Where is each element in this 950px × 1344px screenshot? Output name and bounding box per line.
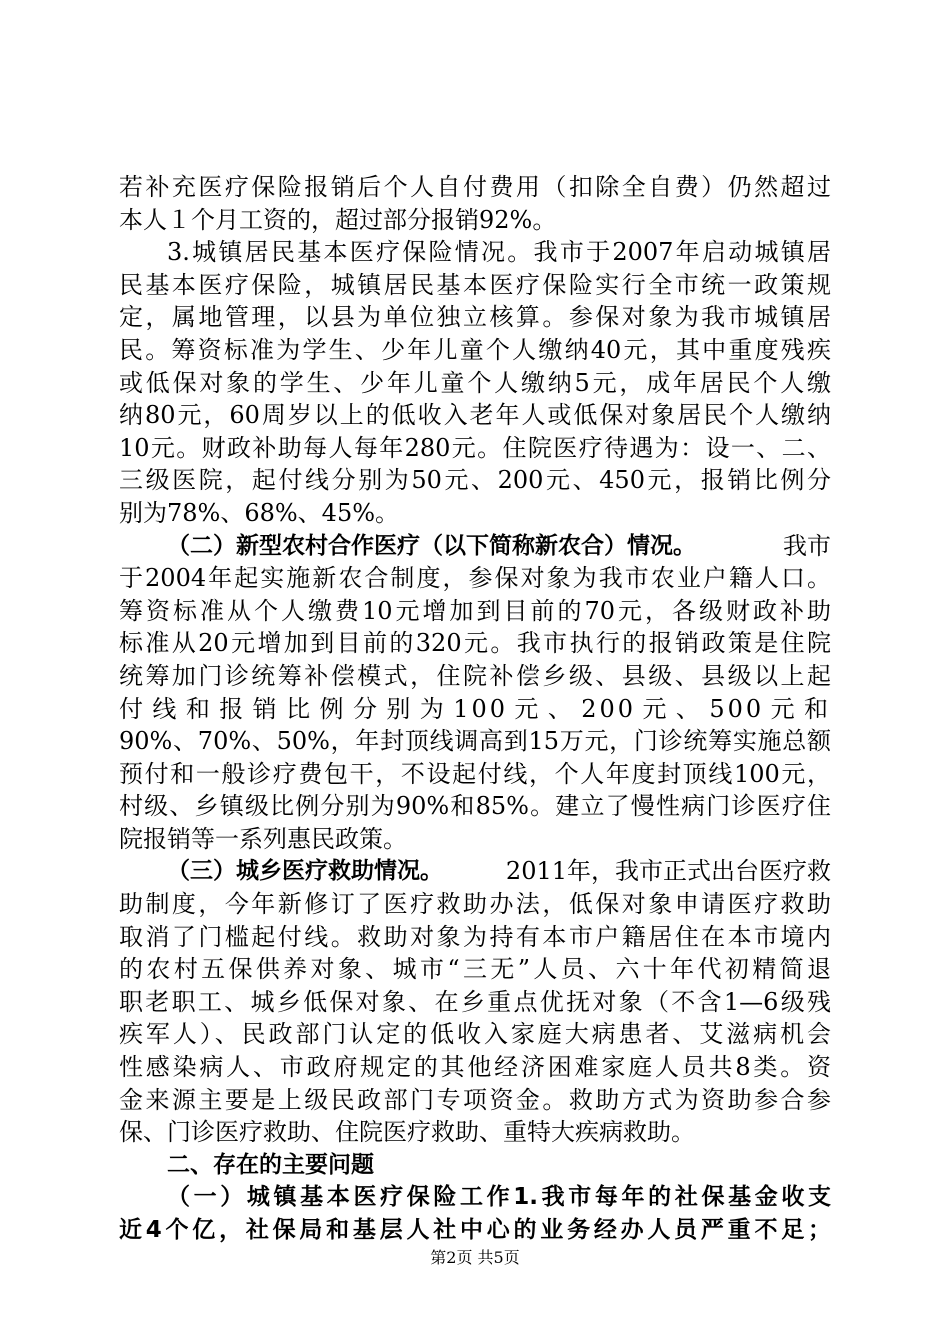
text-line: 取消了门槛起付线。救助对象为持有本市户籍居住在本市境内 bbox=[119, 922, 831, 951]
text-fragment: 2011年，我市正式出台医疗救 bbox=[505, 857, 831, 886]
text-fragment: 我市 bbox=[783, 531, 831, 560]
text-line: 职老职工、城乡低保对象、在乡重点优抚对象（不含1—6级残 bbox=[119, 987, 831, 1016]
text-line: 的农村五保供养对象、城市“三无”人员、六十年代初精简退 bbox=[119, 955, 831, 984]
text-line: 民。筹资标准为学生、少年儿童个人缴纳40元，其中重度残疾 bbox=[119, 335, 831, 364]
section-heading: （二）新型农村合作医疗（以下简称新农合）情况。 bbox=[167, 532, 696, 559]
section-heading: （三）城乡医疗救助情况。 bbox=[167, 858, 443, 885]
text-line: 院报销等一系列惠民政策。 bbox=[119, 824, 407, 853]
text-line: 3.城镇居民基本医疗保险情况。我市于2007年启动城镇居 bbox=[167, 238, 831, 267]
text-line: 三级医院，起付线分别为50元、200元、450元，报销比例分 bbox=[119, 466, 831, 495]
text-line: 定，属地管理，以县为单位独立核算。参保对象为我市城镇居 bbox=[119, 303, 831, 332]
text-line: 于2004年起实施新农合制度，参保对象为我市农业户籍人口。 bbox=[119, 564, 831, 593]
text-line: 本人１个月工资的，超过部分报销92%。 bbox=[119, 205, 557, 234]
text-line: 或低保对象的学生、少年儿童个人缴纳5元，成年居民个人缴 bbox=[119, 368, 831, 397]
text-line: 性感染病人、市政府规定的其他经济困难家庭人员共8类。资 bbox=[119, 1053, 831, 1082]
text-line: 助制度，今年新修订了医疗救助办法，低保对象申请医疗救助 bbox=[119, 890, 831, 919]
section-heading: 二、存在的主要问题 bbox=[167, 1151, 374, 1178]
text-line: 别为78%、68%、45%。 bbox=[119, 498, 400, 527]
page-footer: 第2页 共5页 bbox=[430, 1248, 520, 1267]
text-line: 筹资标准从个人缴费10元增加到目前的70元，各级财政补助 bbox=[119, 596, 831, 625]
text-line: 若补充医疗保险报销后个人自付费用（扣除全自费）仍然超过 bbox=[119, 173, 831, 201]
text-line bbox=[119, 855, 831, 888]
section-heading: （一）城镇基本医疗保险工作1.我市每年的社保基金收支 bbox=[167, 1184, 831, 1211]
text-line: 纳80元，60周岁以上的低收入老年人或低保对象居民个人缴纳 bbox=[119, 401, 831, 430]
text-line: 10元。财政补助每人每年280元。住院医疗待遇为：设一、二、 bbox=[119, 433, 831, 462]
text-line: 预付和一般诊疗费包干，不设起付线，个人年度封顶线100元， bbox=[119, 759, 831, 788]
text-line: 民基本医疗保险，城镇居民基本医疗保险实行全市统一政策规 bbox=[119, 270, 831, 299]
text-line: 疾军人）、民政部门认定的低收入家庭大病患者、艾滋病机会 bbox=[119, 1020, 831, 1049]
text-line: 近4个亿，社保局和基层人社中心的业务经办人员严重不足； bbox=[119, 1217, 831, 1243]
body-text bbox=[119, 171, 831, 1247]
text-line: 付线和报销比例分别为100元、200元、500元和 bbox=[119, 694, 831, 723]
text-line: 统筹加门诊统筹补偿模式，住院补偿乡级、县级、县级以上起 bbox=[119, 661, 831, 690]
text-line: 村级、乡镇级比例分别为90%和85%。建立了慢性病门诊医疗住 bbox=[119, 792, 831, 821]
text-line: 标准从20元增加到目前的320元。我市执行的报销政策是住院 bbox=[119, 629, 831, 658]
text-line: 90%、70%、50%，年封顶线调高到15万元，门诊统筹实施总额 bbox=[119, 727, 831, 756]
text-line: 保、门诊医疗救助、住院医疗救助、重特大疾病救助。 bbox=[119, 1118, 695, 1147]
text-line bbox=[119, 530, 831, 563]
text-line: 金来源主要是上级民政部门专项资金。救助方式为资助参合参 bbox=[119, 1085, 831, 1114]
